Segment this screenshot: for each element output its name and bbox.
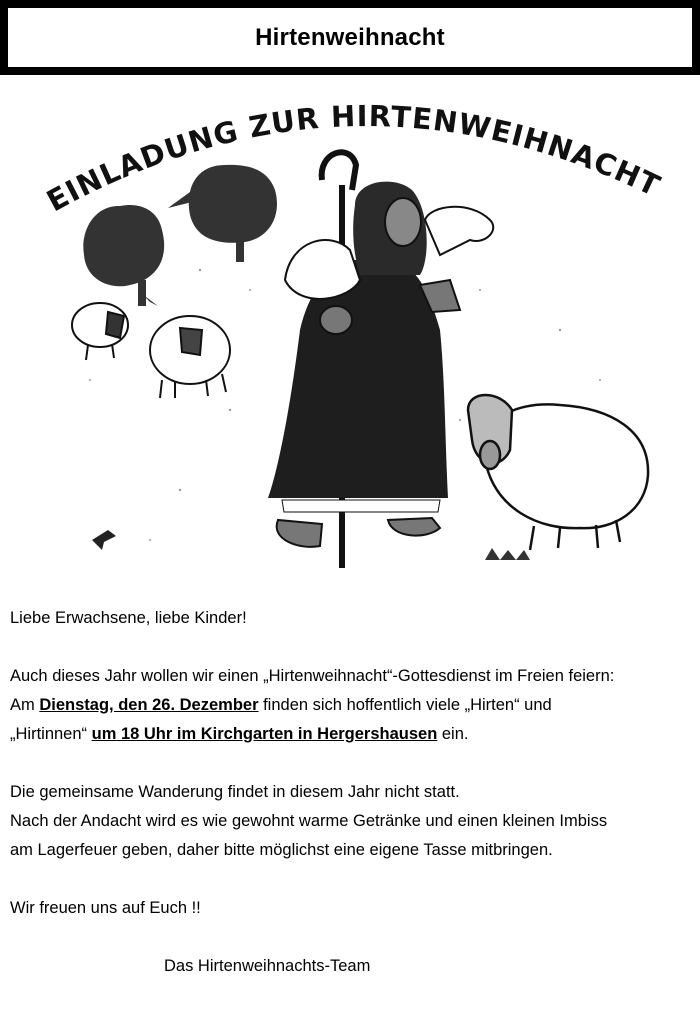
bird-icon	[92, 530, 116, 550]
title-frame	[6, 6, 694, 69]
tree-icon	[168, 165, 277, 262]
paragraph-line: Die gemeinsame Wanderung findet in diesem Jahr nicht statt.	[10, 783, 460, 801]
greeting: Liebe Erwachsene, liebe Kinder!	[10, 609, 247, 627]
title-box	[0, 0, 700, 75]
shepherd-icon	[268, 152, 448, 568]
signature: Das Hirtenweihnachts-Team	[164, 957, 371, 975]
event-date: Dienstag, den 26. Dezember	[39, 696, 259, 714]
closing: Wir freuen uns auf Euch !!	[10, 899, 201, 917]
sheep-icon	[150, 316, 230, 398]
paragraph-line: „Hirtinnen“ um 18 Uhr im Kirchgarten in Hergershausen ein.	[10, 725, 469, 743]
paragraph-line: Auch dieses Jahr wollen wir einen „Hirtenweihnacht“-Gottesdienst im Freien feiern:	[10, 667, 615, 685]
paragraph-line: Am Dienstag, den 26. Dezember finden sich hoffentlich viele „Hirten“ und	[10, 696, 552, 714]
event-time-place: um 18 Uhr im Kirchgarten in Hergershausen	[91, 725, 438, 743]
tree-icon	[83, 205, 164, 306]
banner-text: EINLADUNG ZUR HIRTENWEIHNACHT	[41, 98, 666, 219]
invitation-text	[10, 604, 695, 923]
paragraph-line: Nach der Andacht wird es wie gewohnt warme Getränke und einen kleinen Imbiss	[10, 812, 608, 830]
invitation-illustration	[0, 80, 700, 575]
sheep-icon	[468, 395, 648, 560]
sheep-icon	[72, 303, 128, 360]
page-title: Hirtenweihnacht	[255, 23, 445, 51]
paragraph-line: am Lagerfeuer geben, daher bitte möglichst eine eigene Tasse mitbringen.	[10, 841, 553, 859]
